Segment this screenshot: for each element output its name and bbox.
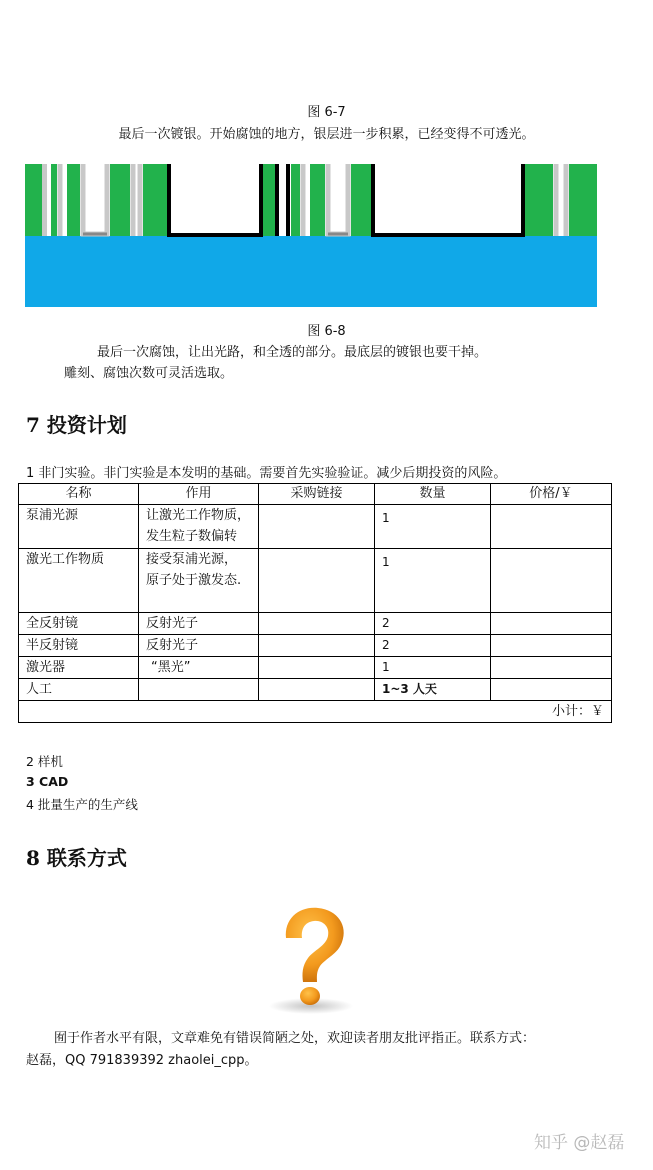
contact-paragraph-line-2: 赵磊，QQ 791839392 zhaolei_cpp。 [26, 1053, 258, 1068]
table-row [19, 679, 612, 701]
cell-qty: 2 [375, 635, 491, 657]
role-line: 让激光工作物质， [146, 508, 251, 523]
substrate-layer [25, 236, 597, 307]
header-link: 采购链接 [259, 484, 375, 505]
cell-name: 人工 [19, 679, 139, 701]
cell-qty: 1 [375, 549, 491, 613]
figure-description-6-7: 最后一次镀银。开始腐蚀的地方，银层进一步积累，已经变得不可透光。 [118, 127, 535, 142]
table-row [19, 635, 612, 657]
section-heading-investment: 7 投资计划 [26, 413, 127, 437]
cell-link [259, 613, 375, 635]
header-name: 名称 [19, 484, 139, 505]
cell-name: 半反射镜 [19, 635, 139, 657]
investment-table [18, 483, 612, 723]
figure-caption-6-7: 图 6-7 [307, 105, 346, 120]
header-role: 作用 [139, 484, 259, 505]
cell-qty: 1 [375, 657, 491, 679]
role-line: 接受泵浦光源， [146, 552, 238, 567]
investment-item-4: 4 批量生产的生产线 [26, 797, 138, 812]
cell-role [139, 505, 259, 549]
cell-price [491, 505, 612, 549]
cell-role: 反射光子 [139, 613, 259, 635]
subtotal-cell: 小计：￥ [19, 701, 612, 723]
cell-role: 反射光子 [139, 635, 259, 657]
cell-link [259, 679, 375, 701]
cell-qty: 2 [375, 613, 491, 635]
cell-role: “黑光” [139, 657, 259, 679]
table-row [19, 549, 612, 613]
cell-price [491, 549, 612, 613]
cell-name: 激光工作物质 [19, 549, 139, 613]
figure-note: 雕刻、腐蚀次数可灵活选取。 [64, 366, 234, 381]
figure-description-6-8: 最后一次腐蚀，让出光路，和全透的部分。最底层的镀银也要干掉。 [97, 345, 488, 360]
subtotal-row [19, 701, 612, 723]
figure-caption-6-8: 图 6-8 [307, 324, 346, 339]
cell-price [491, 679, 612, 701]
cell-link [259, 505, 375, 549]
cell-qty: 1 [375, 505, 491, 549]
header-price: 价格/￥ [491, 484, 612, 505]
table-header-row [19, 484, 612, 505]
question-mark-icon [256, 900, 366, 1015]
contact-paragraph-line-1: 囿于作者水平有限，文章难免有错误简陋之处，欢迎读者朋友批评指正。联系方式： [54, 1031, 536, 1046]
table-row [19, 657, 612, 679]
investment-item-3: 3 CAD [26, 774, 69, 789]
cell-qty: 1~3 人天 [375, 679, 491, 701]
cell-price [491, 613, 612, 635]
zhihu-watermark: 知乎 @赵磊 [534, 1133, 625, 1153]
cell-name: 全反射镜 [19, 613, 139, 635]
etching-diagram [25, 164, 597, 307]
cell-role [139, 549, 259, 613]
cell-price [491, 635, 612, 657]
header-qty: 数量 [375, 484, 491, 505]
table-row [19, 505, 612, 549]
table-row [19, 613, 612, 635]
role-line: 发生粒子数偏转 [146, 529, 238, 544]
cell-link [259, 549, 375, 613]
cell-link [259, 635, 375, 657]
investment-item-1: 1 非门实验。非门实验是本发明的基础。需要首先实验验证。减少后期投资的风险。 [26, 466, 507, 481]
cell-price [491, 657, 612, 679]
cell-link [259, 657, 375, 679]
section-heading-contact: 8 联系方式 [26, 846, 127, 870]
cell-name: 泵浦光源 [19, 505, 139, 549]
role-line: 原子处于激发态. [146, 573, 242, 588]
investment-item-2: 2 样机 [26, 754, 63, 769]
cell-role [139, 679, 259, 701]
cell-name: 激光器 [19, 657, 139, 679]
